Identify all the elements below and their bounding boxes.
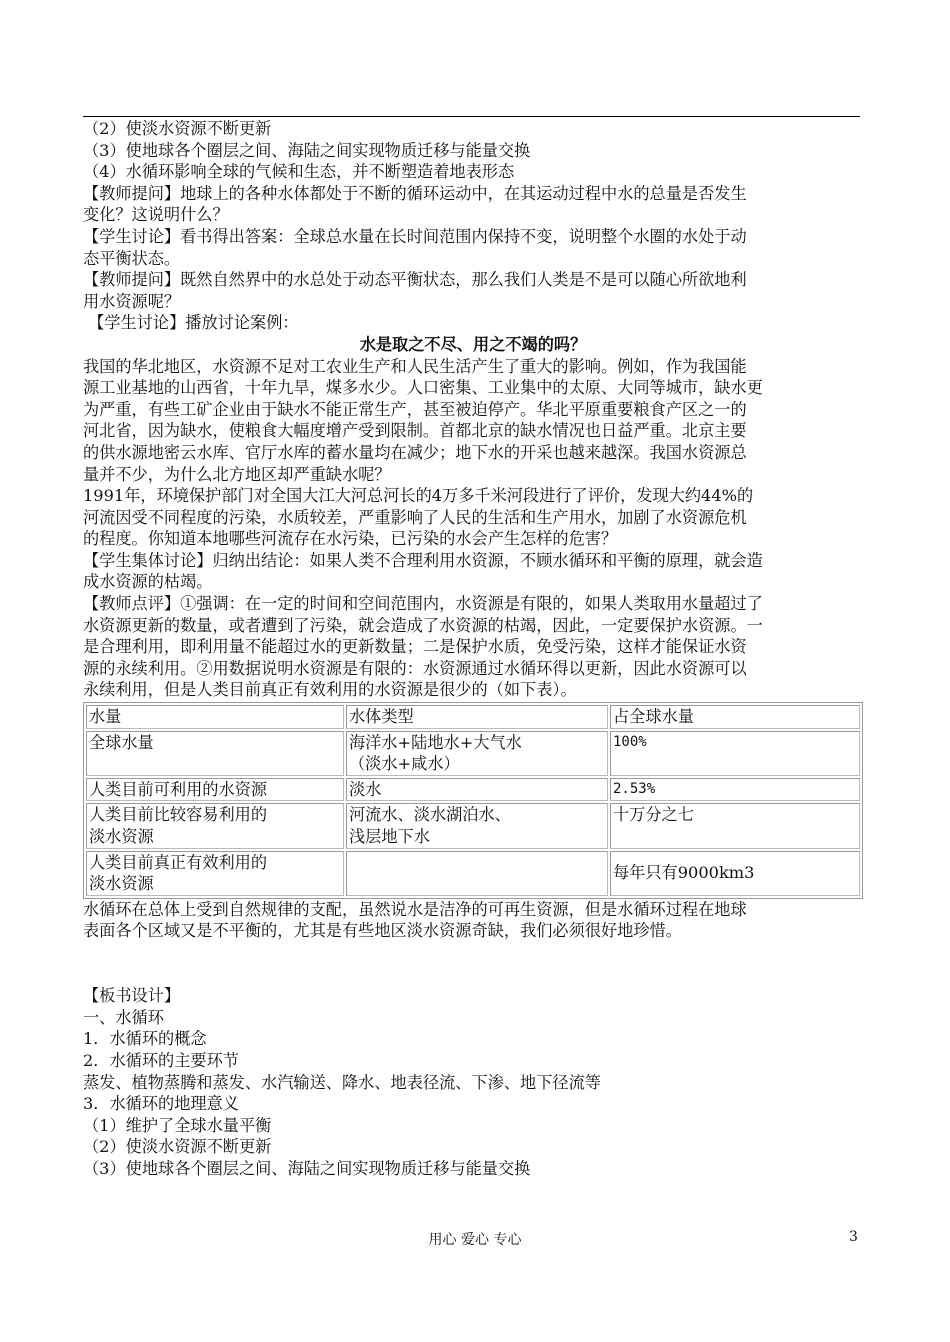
- text-line: 【教师提问】既然自然界中的水总处于动态平衡状态，那么我们人类是不是可以随心所欲地利: [83, 270, 747, 290]
- text-line: 永续利用，但是人类目前真正有效利用的水资源是很少的（如下表）。: [83, 680, 577, 700]
- text-line: （1）维护了全球水量平衡: [83, 1115, 272, 1135]
- text-line: 1991年，环境保护部门对全国大江大河总河长的4万多千米河段进行了评价，发现大约44%的: [83, 486, 754, 506]
- page-body: [83, 118, 863, 1180]
- blank-line: [83, 942, 863, 964]
- text-line: 蒸发、植物蒸腾和蒸发、水汽输送、降水、地表径流、下渗、地下径流等: [83, 1072, 601, 1092]
- text-line: 河北省，因为缺水，使粮食大幅度增产受到限制。首都北京的缺水情况也日益严重。北京主要: [83, 421, 747, 441]
- text-line: 源的永续利用。②用数据说明水资源是有限的：水资源通过水循环得以更新，因此水资源可以: [83, 658, 747, 678]
- text-line: 1．水循环的概念: [83, 1029, 207, 1049]
- text-line: 源工业基地的山西省，十年九旱，煤多水少。人口密集、工业集中的太原、大同等城市，缺水更: [83, 378, 763, 398]
- case-title: 水是取之不尽、用之不竭的吗？: [359, 334, 587, 354]
- text-line: （2）使淡水资源不断更新: [83, 1137, 272, 1157]
- text-line: 用水资源呢？: [83, 291, 181, 311]
- text-line: 【教师点评】①强调：在一定的时间和空间范围内，水资源是有限的，如果人类取用水量超过了: [83, 594, 763, 614]
- text-line: 3．水循环的地理意义: [83, 1094, 239, 1114]
- table-header-cell: 水体类型: [346, 705, 608, 729]
- table-cell: 全球水量: [86, 731, 344, 776]
- text-line: 【学生讨论】播放讨论案例：: [83, 313, 299, 333]
- text-line: 成水资源的枯竭。: [83, 572, 213, 592]
- board-heading: 【板书设计】: [83, 986, 181, 1006]
- table-row: [86, 851, 860, 896]
- text-line: 表面各个区域又是不平衡的，尤其是有些地区淡水资源奇缺，我们必须很好地珍惜。: [83, 921, 682, 941]
- table-cell: 人类目前可利用的水资源: [86, 778, 344, 802]
- water-resource-table: [83, 702, 863, 899]
- case-block: [83, 356, 863, 702]
- footer-motto: 用心 爱心 专心: [428, 1232, 522, 1248]
- board-design-block: [83, 985, 863, 1179]
- text-line: 为严重，有些工矿企业由于缺水不能正常生产，甚至被迫停产。华北平原重要粮食产区之一的: [83, 399, 747, 419]
- text-line: 水资源更新的数量，或者遭到了污染，就会造成了水资源的枯竭，因此，一定要保护水资源。一: [83, 615, 763, 635]
- text-line: 一、水循环: [83, 1007, 164, 1027]
- table-cell: 人类目前比较容易利用的 淡水资源: [86, 803, 344, 848]
- text-line: 【教师提问】地球上的各种水体都处于不断的循环运动中，在其运动过程中水的总量是否发生: [83, 183, 747, 203]
- table-header-cell: 水量: [86, 705, 344, 729]
- table-cell: 海洋水+陆地水+大气水 （淡水+咸水）: [346, 731, 608, 776]
- text-line: 水循环在总体上受到自然规律的支配，虽然说水是洁净的可再生资源，但是水循环过程在地球: [83, 899, 747, 919]
- text-line: 2．水循环的主要环节: [83, 1050, 239, 1070]
- table-cell: 每年只有9000km3: [610, 851, 860, 896]
- text-line: （3）使地球各个圈层之间、海陆之间实现物质迁移与能量交换: [83, 1158, 531, 1178]
- table-row: [86, 731, 860, 776]
- table-header-row: [86, 705, 860, 729]
- table-row: [86, 778, 860, 802]
- text-line: 变化？这说明什么？: [83, 205, 229, 225]
- text-line: （3）使地球各个圈层之间、海陆之间实现物质迁移与能量交换: [83, 140, 531, 160]
- table-cell: 淡水: [346, 778, 608, 802]
- text-line: 【学生讨论】看书得出答案：全球总水量在长时间范围内保持不变，说明整个水圈的水处于动: [83, 226, 747, 246]
- table-cell: 人类目前真正有效利用的 淡水资源: [86, 851, 344, 896]
- text-line: 态平衡状态。: [83, 248, 181, 268]
- blank-line: [83, 964, 863, 986]
- text-line: 量并不少，为什么北方地区却严重缺水呢？: [83, 464, 391, 484]
- text-line: 【学生集体讨论】归纳出结论：如果人类不合理利用水资源，不顾水循环和平衡的原理，就会造: [83, 550, 763, 570]
- header-rule: [83, 116, 860, 117]
- table-cell: 2.53%: [610, 778, 860, 802]
- text-line: 我国的华北地区，水资源不足对工农业生产和人民生活产生了重大的影响。例如，作为我国能: [83, 356, 747, 376]
- text-line: 是合理利用，即利用量不能超过水的更新数量；二是保护水质，免受污染，这样才能保证水资: [83, 637, 747, 657]
- table-cell: [346, 851, 608, 896]
- intro-block: [83, 118, 863, 334]
- page-number: 3: [849, 1229, 858, 1245]
- text-line: 河流因受不同程度的污染，水质较差，严重影响了人民的生活和生产用水，加剧了水资源危机: [83, 507, 747, 527]
- text-line: 的程度。你知道本地哪些河流存在水污染，已污染的水会产生怎样的危害？: [83, 529, 618, 549]
- table-cell: 十万分之七: [610, 803, 860, 848]
- text-line: （4）水循环影响全球的气候和生态，并不断塑造着地表形态: [83, 162, 515, 182]
- summary-block: [83, 899, 863, 942]
- text-line: 的供水源地密云水库、官厅水库的蓄水量均在减少；地下水的开采也越来越深。我国水资源总: [83, 442, 747, 462]
- table-cell: 100%: [610, 731, 860, 776]
- table-cell: 河流水、淡水湖泊水、 浅层地下水: [346, 803, 608, 848]
- table-row: [86, 803, 860, 848]
- table-header-cell: 占全球水量: [610, 705, 860, 729]
- text-line: （2）使淡水资源不断更新: [83, 119, 272, 138]
